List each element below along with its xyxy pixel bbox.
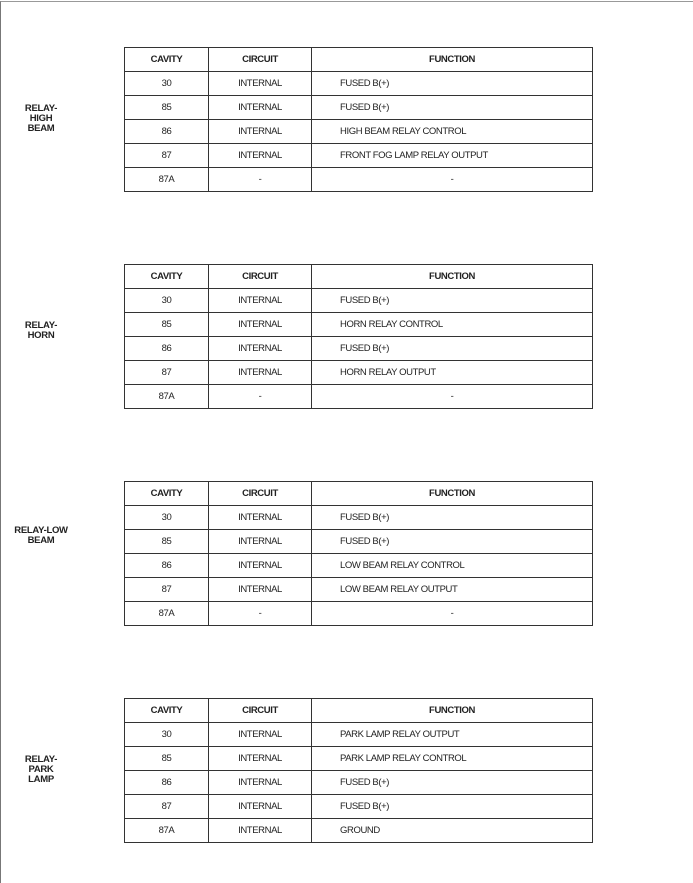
circuit-cell: - — [209, 602, 312, 626]
function-cell: FUSED B(+) — [312, 289, 593, 313]
relay-section — [0, 264, 693, 414]
circuit-cell: INTERNAL — [209, 747, 312, 771]
header-cavity: CAVITY — [125, 699, 209, 723]
table-row — [125, 361, 593, 385]
cavity-cell: 87A — [125, 385, 209, 409]
circuit-cell: INTERNAL — [209, 337, 312, 361]
cavity-cell: 87 — [125, 361, 209, 385]
relay-label-line: BEAM — [27, 535, 55, 546]
relay-label-line: BEAM — [27, 123, 55, 134]
cavity-cell: 87A — [125, 168, 209, 192]
header-function: FUNCTION — [312, 265, 593, 289]
function-cell: FUSED B(+) — [312, 96, 593, 120]
table-row — [125, 554, 593, 578]
cavity-cell: 85 — [125, 747, 209, 771]
cavity-table — [124, 47, 593, 192]
table-row — [125, 72, 593, 96]
cavity-cell: 87 — [125, 144, 209, 168]
circuit-cell: - — [209, 385, 312, 409]
function-cell: HIGH BEAM RELAY CONTROL — [312, 120, 593, 144]
header-circuit: CIRCUIT — [209, 482, 312, 506]
circuit-cell: INTERNAL — [209, 96, 312, 120]
header-cavity: CAVITY — [125, 48, 209, 72]
function-cell: HORN RELAY CONTROL — [312, 313, 593, 337]
table-row — [125, 530, 593, 554]
circuit-cell: INTERNAL — [209, 144, 312, 168]
table-row — [125, 747, 593, 771]
header-circuit: CIRCUIT — [209, 48, 312, 72]
relay-label-line: RELAY- — [24, 103, 58, 114]
table-header-row — [125, 265, 593, 289]
function-cell: FUSED B(+) — [312, 72, 593, 96]
cavity-cell: 87A — [125, 602, 209, 626]
cavity-cell: 30 — [125, 506, 209, 530]
function-cell: PARK LAMP RELAY CONTROL — [312, 747, 593, 771]
cavity-cell: 85 — [125, 96, 209, 120]
function-cell: FUSED B(+) — [312, 506, 593, 530]
cavity-cell: 87 — [125, 795, 209, 819]
cavity-cell: 86 — [125, 771, 209, 795]
cavity-table — [124, 698, 593, 843]
cavity-cell: 30 — [125, 72, 209, 96]
cavity-cell: 30 — [125, 723, 209, 747]
table-row — [125, 337, 593, 361]
table-row — [125, 602, 593, 626]
relay-label-line: HIGH — [29, 113, 53, 124]
cavity-cell: 87A — [125, 819, 209, 843]
function-cell: FUSED B(+) — [312, 771, 593, 795]
table-header-row — [125, 699, 593, 723]
table-header-row — [125, 482, 593, 506]
function-cell: HORN RELAY OUTPUT — [312, 361, 593, 385]
circuit-cell: INTERNAL — [209, 723, 312, 747]
header-function: FUNCTION — [312, 699, 593, 723]
header-circuit: CIRCUIT — [209, 699, 312, 723]
table-row — [125, 771, 593, 795]
circuit-cell: INTERNAL — [209, 554, 312, 578]
circuit-cell: INTERNAL — [209, 771, 312, 795]
relay-label — [6, 321, 76, 341]
function-cell: FUSED B(+) — [312, 337, 593, 361]
relay-section — [0, 698, 693, 848]
table-row — [125, 289, 593, 313]
table-row — [125, 120, 593, 144]
cavity-cell: 86 — [125, 554, 209, 578]
circuit-cell: INTERNAL — [209, 819, 312, 843]
header-cavity: CAVITY — [125, 265, 209, 289]
table-row — [125, 723, 593, 747]
relay-label-line: RELAY- — [24, 320, 58, 331]
header-function: FUNCTION — [312, 482, 593, 506]
table-row — [125, 795, 593, 819]
function-cell: FUSED B(+) — [312, 530, 593, 554]
circuit-cell: INTERNAL — [209, 289, 312, 313]
function-cell: LOW BEAM RELAY OUTPUT — [312, 578, 593, 602]
function-cell: FRONT FOG LAMP RELAY OUTPUT — [312, 144, 593, 168]
function-cell: - — [312, 602, 593, 626]
cavity-cell: 87 — [125, 578, 209, 602]
relay-label — [6, 104, 76, 134]
function-cell: - — [312, 385, 593, 409]
cavity-cell: 85 — [125, 530, 209, 554]
relay-label-line: PARK — [28, 764, 54, 775]
circuit-cell: INTERNAL — [209, 578, 312, 602]
table-row — [125, 313, 593, 337]
circuit-cell: INTERNAL — [209, 72, 312, 96]
relay-label-line: RELAY-LOW — [14, 525, 68, 536]
circuit-cell: INTERNAL — [209, 120, 312, 144]
table-row — [125, 385, 593, 409]
table-row — [125, 144, 593, 168]
header-circuit: CIRCUIT — [209, 265, 312, 289]
table-row — [125, 506, 593, 530]
cavity-cell: 86 — [125, 120, 209, 144]
function-cell: LOW BEAM RELAY CONTROL — [312, 554, 593, 578]
function-cell: GROUND — [312, 819, 593, 843]
relay-label-line: RELAY- — [24, 754, 58, 765]
header-cavity: CAVITY — [125, 482, 209, 506]
function-cell: FUSED B(+) — [312, 795, 593, 819]
circuit-cell: INTERNAL — [209, 530, 312, 554]
relay-label-line: LAMP — [28, 774, 54, 785]
relay-label-line: HORN — [27, 330, 55, 341]
header-function: FUNCTION — [312, 48, 593, 72]
table-row — [125, 96, 593, 120]
cavity-table — [124, 264, 593, 409]
table-header-row — [125, 48, 593, 72]
cavity-cell: 86 — [125, 337, 209, 361]
function-cell: PARK LAMP RELAY OUTPUT — [312, 723, 593, 747]
circuit-cell: INTERNAL — [209, 506, 312, 530]
circuit-cell: INTERNAL — [209, 361, 312, 385]
relay-label — [6, 755, 76, 785]
relay-label — [6, 526, 76, 546]
table-row — [125, 819, 593, 843]
table-row — [125, 168, 593, 192]
circuit-cell: INTERNAL — [209, 313, 312, 337]
cavity-cell: 85 — [125, 313, 209, 337]
circuit-cell: - — [209, 168, 312, 192]
table-row — [125, 578, 593, 602]
circuit-cell: INTERNAL — [209, 795, 312, 819]
cavity-table — [124, 481, 593, 626]
function-cell: - — [312, 168, 593, 192]
cavity-cell: 30 — [125, 289, 209, 313]
relay-section — [0, 481, 693, 631]
relay-section — [0, 47, 693, 197]
